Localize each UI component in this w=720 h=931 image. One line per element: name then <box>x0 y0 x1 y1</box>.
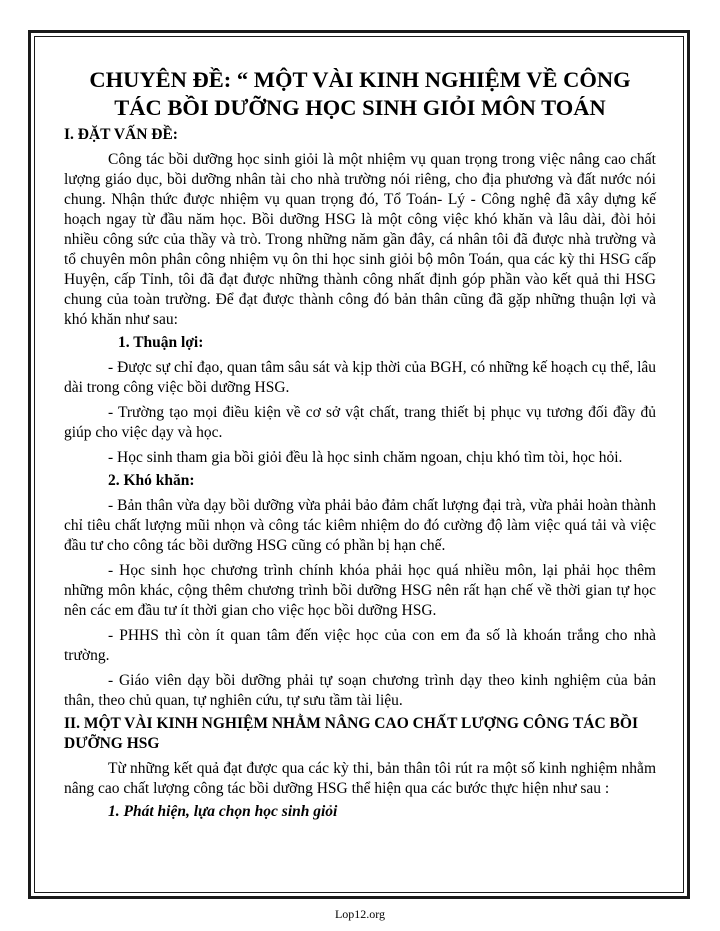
title-line-2: TÁC BỒI DƯỠNG HỌC SINH GIỎI MÔN TOÁN <box>114 95 606 120</box>
page-footer: Lop12.org <box>334 907 386 921</box>
section-2-heading: II. MỘT VÀI KINH NGHIỆM NHẰM NÂNG CAO CHẤT LƯỢNG CÔNG TÁC BỒI DƯỠNG HSG <box>64 715 638 752</box>
intro-paragraph: Công tác bồi dưỡng học sinh giỏi là một nhiệm vụ quan trọng trong việc nâng cao chất lượng giáo dục, bồi dưỡng nhân tài cho nhà trường nói riêng, cho địa phương và đất nước nói chung. Nhận thức được nhiệm vụ quan trọng đó, Tổ Toán- Lý - Công nghệ đã xây dựng kế hoạch ngay từ đầu năm học. Bồi dưỡng HSG là một công việc khó khăn và lâu dài, đòi hỏi nhiều công sức của thầy và trò. Trong những năm gần đây, cá nhân tôi đã được nhà trường và tổ chuyên môn phân công nhiệm vụ ôn thi học sinh giỏi bộ môn Toán, qua các kỳ thi HSG cấp Huyện, cấp Tỉnh, tôi đã đạt được những thành công nhất định góp phần vào kết quả thi HSG chung của toàn trường. Để đạt được thành công đó bản thân cũng đã gặp những thuận lợi và khó khăn như sau: <box>64 151 656 328</box>
advantages-heading: 1. Thuận lợi: <box>118 334 204 351</box>
difficulty-item: - Giáo viên dạy bồi dưỡng phải tự soạn chương trình dạy theo kinh nghiệm của bản thân, theo chủ quan, tự nghiên cứu, tự sưu tầm tài liệu. <box>64 672 656 709</box>
title-line-1: CHUYÊN ĐỀ: “ MỘT VÀI KINH NGHIỆM VỀ CÔNG <box>89 67 631 92</box>
difficulty-item: - Bản thân vừa dạy bồi dưỡng vừa phải bảo đảm chất lượng đại trà, vừa phải hoàn thành chỉ tiêu chất lượng mũi nhọn và công tác kiêm nhiệm do đó cường độ làm việc quá tải và việc đầu tư cho công tác bồi dưỡng HSG cũng có phần bị hạn chế. <box>64 497 656 554</box>
advantage-item: - Học sinh tham gia bồi giỏi đều là học sinh chăm ngoan, chịu khó tìm tòi, học hỏi. <box>108 449 623 466</box>
step-1-heading: 1. Phát hiện, lựa chọn học sinh giỏi <box>108 803 338 820</box>
document-title <box>58 66 662 122</box>
difficulty-item: - PHHS thì còn ít quan tâm đến việc học của con em đa số là khoán trắng cho nhà trường. <box>64 627 656 664</box>
document-body <box>64 66 656 822</box>
section-2-paragraph: Từ những kết quả đạt được qua các kỳ thi, bản thân tôi rút ra một số kinh nghiệm nhằm nâng cao chất lượng công tác bồi dưỡng HSG thể hiện qua các bước thực hiện như sau : <box>64 760 656 797</box>
difficulty-item: - Học sinh học chương trình chính khóa phải học quá nhiều môn, lại phải học thêm những môn khác, cộng thêm chương trình bồi dưỡng HSG nên rất hạn chế về thời gian tự học nên các em đầu tư ít thời gian cho việc học bồi dưỡng HSG. <box>64 562 656 619</box>
advantage-item: - Trường tạo mọi điều kiện về cơ sở vật chất, trang thiết bị phục vụ tương đối đầy đủ giúp cho việc dạy và học. <box>64 404 656 441</box>
advantage-item: - Được sự chỉ đạo, quan tâm sâu sát và kịp thời của BGH, có những kế hoạch cụ thể, lâu dài trong công việc bồi dưỡng HSG. <box>64 359 656 396</box>
section-1-heading: I. ĐẶT VẤN ĐỀ: <box>64 126 178 143</box>
difficulties-heading: 2. Khó khăn: <box>108 472 195 489</box>
